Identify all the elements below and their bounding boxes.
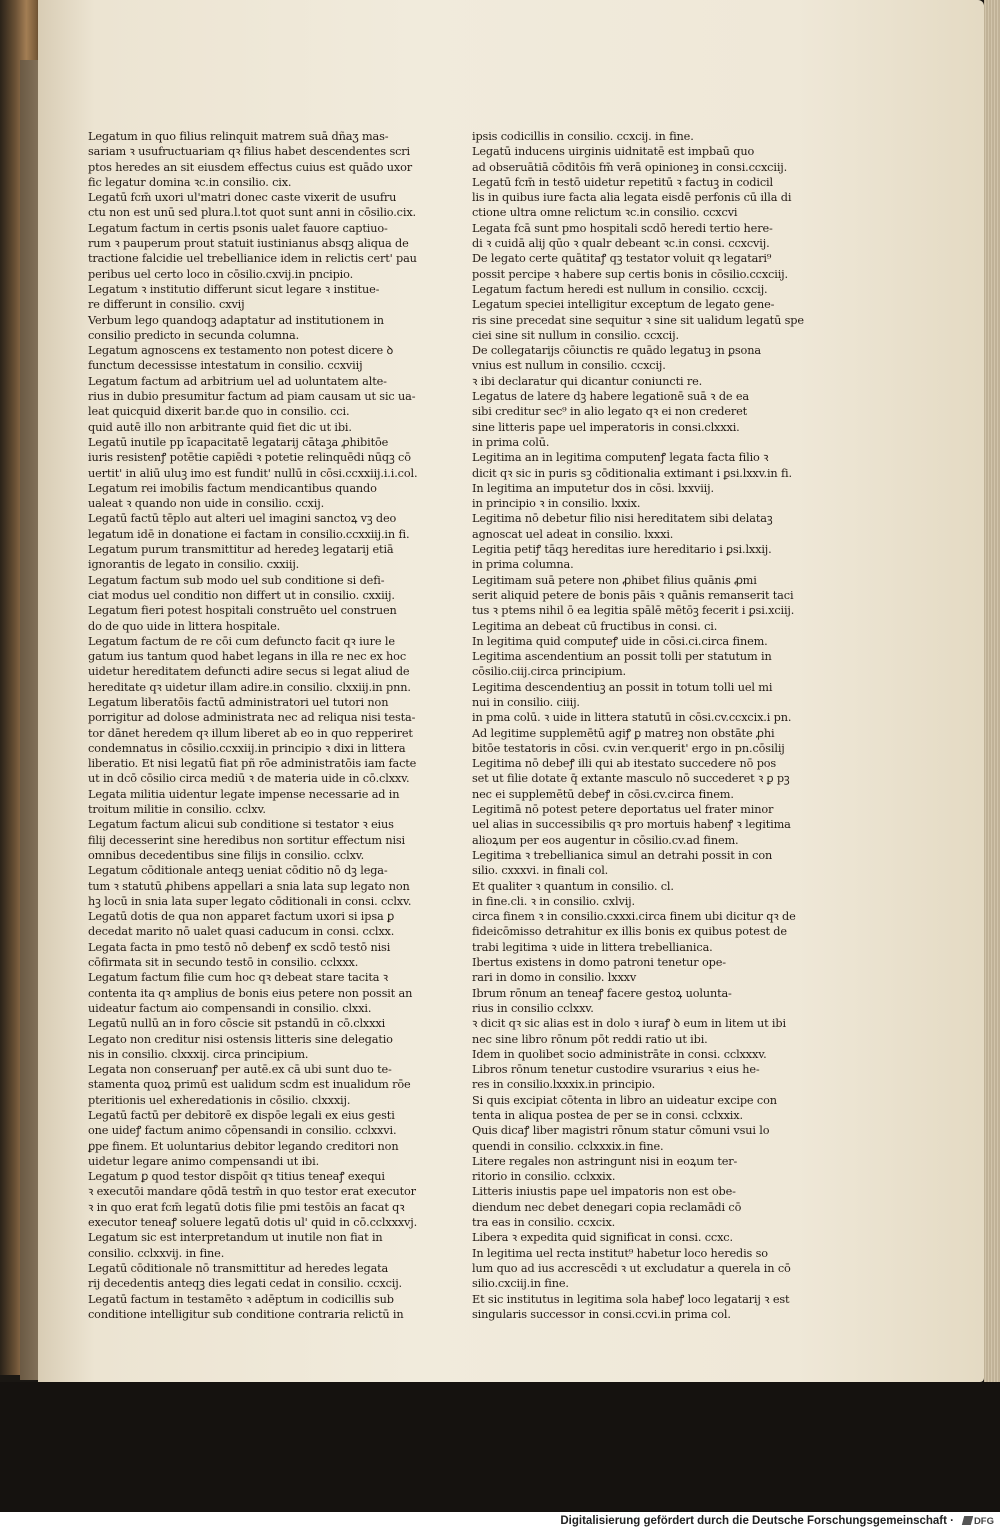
text-line: Legatum agnoscens ex testamento non potest dicere ꝺ	[88, 344, 394, 358]
text-line: Legitima ascendentium an possit tolli per statutum in	[472, 650, 772, 664]
text-line: Legatū inutile pp īcapacitatē legatarij cātaꝫa ꝓhibitōe	[88, 435, 389, 449]
text-line: peribus uel certo loco in cōsilio.cxvij.in pncipio.	[88, 267, 354, 281]
text-line: Legatū nullū an in foro cōscie sit pstandū in cō.clxxxi	[88, 1017, 386, 1031]
digitization-footer	[0, 1512, 1000, 1532]
text-line: Legatū inducens uirginis uidnitatē est impbaū quo	[472, 145, 755, 159]
text-line: rari in domo in consilio. lxxxv	[472, 971, 637, 985]
text-line: Legatum factum heredi est nullum in consilio. ccxcij.	[472, 282, 768, 296]
text-line: vnius est nullum in consilio. ccxcij.	[472, 359, 666, 373]
text-line: Legitimā nō potest petere deportatus uel frater minor	[472, 803, 774, 817]
text-line: Legatū factū per debitorē ex dispōe legali ex eius gesti	[88, 1109, 395, 1122]
text-line: Legatum rei imobilis factum mendicantibus quando	[88, 481, 377, 495]
text-line: pteritionis uel exheredationis in cōsilio. clxxxij.	[88, 1093, 351, 1107]
text-line: Legatum factum alicui sub conditione si testator ꝛ eius	[88, 818, 394, 832]
text-line: Legitia petiꝭ tāqꝫ hereditas iure hereditario i ꝑsi.lxxij.	[472, 543, 772, 557]
text-line: rius in consilio cclxxv.	[472, 1001, 594, 1015]
text-line: Legitimam suā petere non ꝓhibet filius quānis ꝓmi	[472, 573, 757, 587]
text-line: Quis dicaꝭ liber magistri rōnum statur cōmuni vsui lo	[472, 1124, 770, 1138]
text-line: Libros rōnum tenetur custodire vsurarius ꝛ eius he-	[472, 1063, 760, 1077]
text-line: one uideꝭ factum animo cōpensandi in consilio. cclxxvi.	[88, 1124, 397, 1138]
text-line: in pma colū. ꝛ uide in littera statutū in cōsi.cv.ccxcix.i pn.	[472, 711, 792, 725]
text-line: De legato certe quātitaꝭ qꝫ testator voluit qꝛ legatari⁹	[472, 252, 772, 266]
text-line: cōfirmata sit in secundo testō in consilio. cclxxx.	[88, 956, 359, 970]
text-line: tor dānet heredem qꝛ illum liberet ab eo in quo repperiret	[88, 726, 413, 740]
text-line: tra eas in consilio. ccxcix.	[472, 1216, 616, 1230]
text-line: conditione intelligitur sub conditione contraria relictū in	[88, 1307, 404, 1321]
text-line: ad obseruātiā cōditōis fm̄ verā opinioneꝫ in consi.ccxciij.	[472, 160, 788, 174]
text-line: Legata non conseruanꝭ per autē.ex cā ubi sunt duo te-	[88, 1063, 392, 1077]
text-line: Legatum ꝛ institutio differunt sicut legare ꝛ institue-	[88, 282, 380, 296]
text-line: Legatum factum de re cōi cum defuncto facit qꝛ iure le	[88, 634, 395, 648]
text-line: Et sic institutus in legitima sola habeꝭ loco legatarij ꝛ est	[472, 1292, 790, 1306]
text-line: Legatum sic est interpretandum ut inutile non fiat in	[88, 1231, 383, 1245]
text-line: rum ꝛ pauperum prout statuit iustinianus absqꝫ aliqua de	[88, 237, 409, 251]
text-line: ꝛ dicit qꝛ sic alias est in dolo ꝛ iuraꝭ ꝺ eum in litem ut ibi	[472, 1017, 786, 1031]
text-line: uidetur legare animo compensandi ut ibi.	[88, 1154, 320, 1168]
text-line: Legitima descendentiuꝫ an possit in totum tolli uel mi	[472, 680, 773, 694]
text-line: nec ei supplemētū debeꝭ in cōsi.cv.circa finem.	[472, 787, 734, 801]
text-line: cōsilio.ciij.circa principium.	[472, 665, 626, 679]
text-line: liberatio. Et nisi legatū fiat pñ rōe administratōis iam facte	[88, 757, 417, 771]
text-line: legatum idē in donatione ei factam in consilio.ccxxiij.in fi.	[88, 527, 410, 541]
text-line: ꝛ executōi mandare qōdā testm̄ in quo testor erat executor	[88, 1185, 416, 1199]
text-line: uidetur hereditatem defuncti adire secus si legat aliud de	[88, 665, 410, 679]
text-line: Legatū factū tēplo aut alteri uel imagini sanctoꝝ vꝫ deo	[88, 512, 397, 526]
text-line: tum ꝛ statutū ꝓhibens appellari a snia lata sup legato non	[88, 879, 410, 893]
text-line: Legatum factum filie cum hoc qꝛ debeat stare tacita ꝛ	[88, 971, 388, 985]
text-line: fic legatur domina ꝛc.in consilio. cix.	[88, 175, 292, 189]
text-line: bitōe testatoris in cōsi. cv.in ver.querit' ergo in pn.cōsilij	[472, 741, 785, 755]
text-line: in fine.cli. ꝛ in consilio. cxlvij.	[472, 894, 635, 908]
text-line: ptos heredes an sit eiusdem effectus cuius est quādo uxor	[88, 160, 412, 174]
text-line: do de quo uide in littera hospitale.	[88, 619, 281, 633]
text-line: agnoscat uel adeat in consilio. lxxxi.	[472, 527, 674, 541]
dfg-logo-text: DFG	[973, 1516, 994, 1527]
text-line: rij decedentis anteqꝫ dies legati cedat in consilio. ccxcij.	[88, 1277, 403, 1291]
text-line: executor teneaꝭ soluere legatū dotis ul' quid in cō.cclxxxvj.	[88, 1216, 418, 1230]
left-text-column	[88, 129, 418, 1322]
text-line: Libera ꝛ expedita quid significat in consi. ccxc.	[472, 1231, 733, 1245]
text-line: Legatum liberatōis factū administratori uel tutori non	[88, 695, 389, 709]
dfg-logo-mark-icon	[962, 1516, 973, 1525]
text-line: stamenta quoꝝ primū est ualidum scdm est inualidum rōe	[88, 1078, 411, 1092]
dfg-logo	[963, 1516, 994, 1527]
text-line: gatum ius tantum quod habet legans in illa re nec ex hoc	[88, 650, 407, 664]
text-line: sariam ꝛ usufructuariam qꝛ filius habet descendentes scri	[88, 145, 410, 159]
text-line: Legatū dotis de qua non apparet factum uxori si ipsa ꝑ	[88, 910, 395, 924]
text-line: Legatus de latere dꝫ habere legationē suā ꝛ de ea	[472, 390, 750, 404]
text-line: nui in consilio. ciiij.	[472, 695, 580, 709]
text-line: nis in consilio. clxxxij. circa principium.	[88, 1047, 309, 1061]
text-line: Legatum speciei intelligitur exceptum de legato gene-	[472, 298, 775, 312]
text-line: silio.cxciij.in fine.	[472, 1277, 569, 1291]
text-line: ꝑpe finem. Et uoluntarius debitor legando creditori non	[88, 1139, 399, 1153]
text-line: Legatum factum ad arbitrium uel ad uoluntatem alte-	[88, 374, 387, 388]
text-line: res in consilio.lxxxix.in principio.	[472, 1078, 656, 1092]
text-line: ꝛ ibi declaratur qui dicantur coniuncti re.	[472, 374, 703, 388]
text-line: rius in dubio presumitur factum ad piam causam ut sic ua-	[88, 390, 416, 404]
text-line: Legatū factum in testamēto ꝛ adēptum in codicillis sub	[88, 1292, 394, 1306]
right-text-column	[472, 129, 804, 1322]
text-line: ctu non est unū sed plura.l.tot quot sunt anni in cōsilio.cix.	[88, 206, 416, 220]
text-line: ignorantis de legato in consilio. cxxiij.	[88, 558, 300, 572]
text-line: ꝛ in quo erat fcm̄ legatū dotis filie pmi testōis an facat qꝛ	[88, 1200, 405, 1214]
text-line: alioꝝum per eos augentur in cōsilio.cv.ad finem.	[472, 833, 739, 847]
text-line: Legatum factum sub modo uel sub conditione si defi-	[88, 573, 385, 587]
text-line: ut in dcō cōsilio circa mediū ꝛ de materia uide in cō.clxxv.	[88, 772, 410, 786]
text-line: Legatū fcm̄ uxori ul'matri donec caste vixerit de usufru	[88, 191, 397, 205]
scan-background	[0, 1382, 1000, 1512]
text-line: Legatum factum in certis psonis ualet fauore captiuo-	[88, 221, 388, 235]
text-line: troitum militie in consilio. cclxv.	[88, 803, 266, 817]
text-line: Legata militia uidentur legate impense necessarie ad in	[88, 787, 400, 801]
text-line: set ut filie dotate q̄ extante masculo nō succederet ꝛ ꝑ pꝫ	[472, 772, 790, 786]
text-line: ciei sine sit nullum in consilio. ccxcij.	[472, 328, 679, 342]
text-line: Litere regales non astringunt nisi in eoꝝum ter-	[472, 1154, 738, 1168]
text-line: uertit' in aliū uluꝫ imo est fundit' nullū in cōsi.ccxxiij.i.i.col.	[88, 466, 418, 480]
text-line: Legatum purum transmittitur ad heredeꝫ legatarij etiā	[88, 543, 394, 557]
text-line: ipsis codicillis in consilio. ccxcij. in fine.	[472, 130, 694, 143]
text-line: Legitima an debeat cū fructibus in consi. ci.	[472, 619, 718, 633]
text-line: singularis successor in consi.ccvi.in prima col.	[472, 1307, 731, 1321]
text-line: circa finem ꝛ in consilio.cxxxi.circa finem ubi dicitur qꝛ de	[472, 910, 796, 924]
text-line: fideicōmisso detrahitur ex illis bonis ex quibus potest de	[472, 925, 787, 939]
text-line: tractione falcidie uel trebellianice idem in relictis cert' pau	[88, 252, 417, 266]
text-line: serit aliquid petere de bonis pāis ꝛ quānis remanserit taci	[472, 588, 794, 602]
text-line: ritorio in consilio. cclxxix.	[472, 1170, 616, 1184]
text-line: Legitima ꝛ trebellianica simul an detrahi possit in con	[472, 848, 773, 862]
text-line: Verbum lego quandoqꝫ adaptatur ad institutionem in	[88, 313, 384, 327]
text-line: filij decesserint sine heredibus non sortitur effectum nisi	[88, 833, 406, 847]
text-line: De collegatarijs cōiunctis re quādo legatuꝫ in ꝑsona	[472, 344, 761, 358]
text-line: quendi in consilio. cclxxxix.in fine.	[472, 1139, 664, 1153]
text-line: Legatum fieri potest hospitali construēto uel construen	[88, 604, 397, 618]
text-line: tus ꝛ ptems nihil ō ea legitia spālē mētōꝫ fecerit i ꝑsi.xciij.	[472, 604, 795, 618]
text-line: consilio. cclxxvij. in fine.	[88, 1246, 225, 1260]
text-line: lis in quibus iure facta alia legata eisdē perfonis cū illa di	[472, 191, 792, 205]
text-line: Si quis excipiat cōtenta in libro an uideatur excipe con	[472, 1093, 777, 1107]
text-line: silio. cxxxvi. in finali col.	[472, 864, 609, 878]
text-line: decedat marito nō ualet quasi caducum in consi. cclxx.	[88, 925, 395, 939]
text-line: di ꝛ cuidā alij qūo ꝛ qualr debeant ꝛc.in consi. ccxcvij.	[472, 237, 770, 251]
text-line: Ibrum rōnum an teneaꝭ facere gestoꝝ uolunta-	[472, 986, 732, 1000]
right-page-edges	[984, 0, 1000, 1386]
text-line: Legata fcā sunt pmo hospitali scdō heredi tertio here-	[472, 221, 773, 235]
text-line: ris sine precedat sine sequitur ꝛ sine sit ualidum legatū spe	[472, 313, 804, 327]
text-line: Legata facta in pmo testō nō debenꝭ ex scdō testō nisi	[88, 940, 391, 954]
text-line: quid autē illo non arbitrante quid fiet dic ut ibi.	[88, 420, 352, 434]
text-line: iuris resistenꝭ potētie capiēdi ꝛ potetie relinquēdi nūqꝫ cō	[88, 451, 411, 465]
text-line: Legitima an in legitima computenꝭ legata facta filio ꝛ	[472, 451, 769, 465]
text-line: uideatur factum aio compensandi in consilio. clxxi.	[88, 1001, 372, 1015]
text-line: leat quicquid dixerit bar.de quo in consilio. cci.	[88, 405, 350, 419]
text-line: porrigitur ad dolose administrata nec ad reliqua nisi testa-	[88, 711, 416, 725]
text-line: Ibertus existens in domo patroni tenetur ope-	[472, 956, 726, 970]
text-line: ctione ultra omne relictum ꝛc.in consilio. ccxcvi	[472, 206, 738, 220]
text-line: Legatum cōditionale anteqꝫ ueniat cōditio nō dꝫ lega-	[88, 864, 388, 878]
text-line: condemnatus in cōsilio.ccxxiij.in principio ꝛ dixi in littera	[88, 741, 406, 755]
text-line: Legitima nō debetur filio nisi hereditatem sibi delataꝫ	[472, 512, 773, 526]
text-line: In legitima quid computeꝭ uide in cōsi.ci.circa finem.	[472, 634, 768, 648]
text-line: omnibus decedentibus sine filijs in consilio. cclxv.	[88, 848, 365, 862]
text-line: diendum nec debet denegari copia reclamādi cō	[472, 1200, 742, 1214]
text-line: re differunt in consilio. cxvij	[88, 298, 245, 312]
text-line: tenta in aliqua postea de per se in consi. cclxxix.	[472, 1109, 743, 1122]
text-line: dicit qꝛ sic in puris sꝫ cōditionalia extimant i ꝑsi.lxxv.in fi.	[472, 466, 792, 480]
text-line: trabi legitima ꝛ uide in littera trebellianica.	[472, 940, 713, 954]
text-line: ciat modus uel conditio non differt ut in consilio. cxxiij.	[88, 588, 395, 602]
text-line: in principio ꝛ in consilio. lxxix.	[472, 497, 641, 511]
text-line: In legitima an imputetur dos in cōsi. lxxviij.	[472, 481, 714, 495]
text-line: contenta ita qꝛ amplius de bonis eius petere non possit an	[88, 986, 413, 1000]
text-line: Legatum in quo filius relinquit matrem suā dñaʒ mas-	[88, 130, 389, 143]
footer-credit: Digitalisierung gefördert durch die Deutsche Forschungsgemeinschaft ·	[560, 1515, 954, 1527]
text-line: Legatum ꝑ quod testor dispōit qꝛ titius teneaꝭ exequi	[88, 1170, 385, 1184]
text-line: Legato non creditur nisi ostensis litteris sine delegatio	[88, 1032, 393, 1046]
text-line: in prima columna.	[472, 558, 574, 572]
text-line: functum decessisse intestatum in consilio. ccxviij	[88, 359, 363, 373]
text-line: Litteris iniustis pape uel impatoris non est obe-	[472, 1185, 736, 1199]
text-line: Legatū fcm̄ in testō uidetur repetitū ꝛ factuꝫ in codicil	[472, 175, 773, 189]
text-line: In legitima uel recta institut⁹ habetur loco heredis so	[472, 1246, 768, 1260]
text-line: Et qualiter ꝛ quantum in consilio. cl.	[472, 879, 674, 893]
text-line: consilio predicto in secunda columna.	[88, 328, 300, 342]
text-line: sine litteris pape uel imperatoris in consi.clxxxi.	[472, 420, 740, 434]
text-line: Legitima nō debeꝭ illi qui ab itestato succedere nō pos	[472, 757, 777, 771]
text-line: nec sine libro rōnum pōt reddi ratio ut ibi.	[472, 1032, 708, 1046]
text-line: hꝫ locū in snia lata super legato cōditionali in consi. cclxv.	[88, 894, 412, 908]
text-line: Legatū cōditionale nō transmittitur ad heredes legata	[88, 1261, 389, 1275]
text-line: possit percipe ꝛ habere sup certis bonis in cōsilio.ccxciij.	[472, 267, 788, 281]
text-line: Ad legitime supplemētū agiꝭ ꝑ matreꝫ non obstāte ꝓhi	[472, 726, 775, 740]
text-line: lum quo ad ius accrescēdi ꝛ ut excludatur a querela in cō	[472, 1261, 791, 1275]
text-line: hereditate qꝛ uidetur illam adire.in consilio. clxxiij.in pnn.	[88, 680, 411, 694]
text-line: uel alias in successibilis qꝛ pro mortuis habenꝭ ꝛ legitima	[472, 818, 791, 832]
text-line: sibi creditur sec⁹ in alio legato qꝛ ei non crederet	[472, 405, 748, 419]
text-line: ualeat ꝛ quando non uide in consilio. ccxij.	[88, 497, 325, 511]
text-line: in prima colū.	[472, 435, 550, 449]
text-line: Idem in quolibet socio administrāte in consi. cclxxxv.	[472, 1047, 767, 1061]
